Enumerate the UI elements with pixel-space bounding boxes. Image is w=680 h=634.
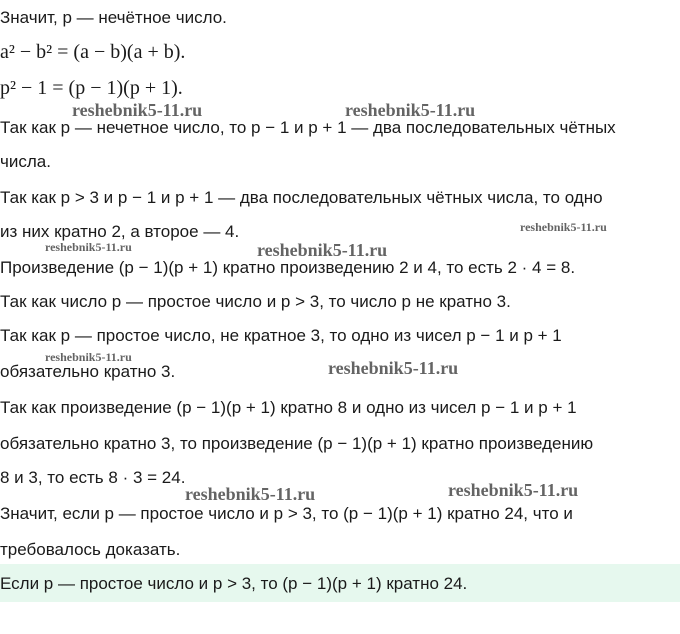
watermark-logo: reshebnik5-11.ru (45, 350, 132, 364)
watermark-logo: reshebnik5-11.ru (45, 240, 132, 254)
result-statement: Если p — простое число и p > 3, то (p − 1)(p + 1) кратно 24. (0, 574, 468, 593)
solution-line-4: Так как p — нечетное число, то p − 1 и p + 1 — два последовательных чётных (0, 118, 616, 137)
solution-line-14: 8 и 3, то есть 8 · 3 = 24. (0, 468, 186, 487)
watermark-logo: reshebnik5-11.ru (185, 484, 316, 504)
watermark-logo: reshebnik5-11.ru (257, 240, 388, 260)
solution-line-16: требовалось доказать. (0, 540, 181, 559)
watermark-logo: reshebnik5-11.ru (72, 100, 203, 120)
solution-line-9: Так как число p — простое число и p > 3, то число p не кратно 3. (0, 292, 511, 311)
formula-difference-of-squares: a² − b² = (a − b)(a + b). (0, 41, 186, 63)
solution-line-7: из них кратно 2, а второе — 4. (0, 222, 240, 241)
solution-line-10: Так как p — простое число, не кратное 3, то одно из чисел p − 1 и p + 1 (0, 326, 562, 345)
formula-p-squared-minus-one: p² − 1 = (p − 1)(p + 1). (0, 77, 183, 99)
solution-line-6: Так как p > 3 и p − 1 и p + 1 — два последовательных чётных числа, то одно (0, 188, 603, 207)
watermark-logo: reshebnik5-11.ru (345, 100, 476, 120)
watermark-logo: reshebnik5-11.ru (328, 358, 459, 378)
solution-line-13: обязательно кратно 3, то произведение (p − 1)(p + 1) кратно произведению (0, 434, 594, 453)
solution-line-1: Значит, p — нечётное число. (0, 8, 227, 27)
solution-line-12: Так как произведение (p − 1)(p + 1) кратно 8 и одно из чисел p − 1 и p + 1 (0, 398, 577, 417)
solution-line-11: обязательно кратно 3. (0, 362, 176, 381)
solution-line-8: Произведение (p − 1)(p + 1) кратно произведению 2 и 4, то есть 2 · 4 = 8. (0, 258, 576, 277)
solution-line-5: числа. (0, 152, 51, 171)
watermark-logo: reshebnik5-11.ru (520, 220, 607, 234)
solution-line-15: Значит, если p — простое число и p > 3, то (p − 1)(p + 1) кратно 24, что и (0, 504, 573, 523)
watermark-logo: reshebnik5-11.ru (448, 480, 579, 500)
